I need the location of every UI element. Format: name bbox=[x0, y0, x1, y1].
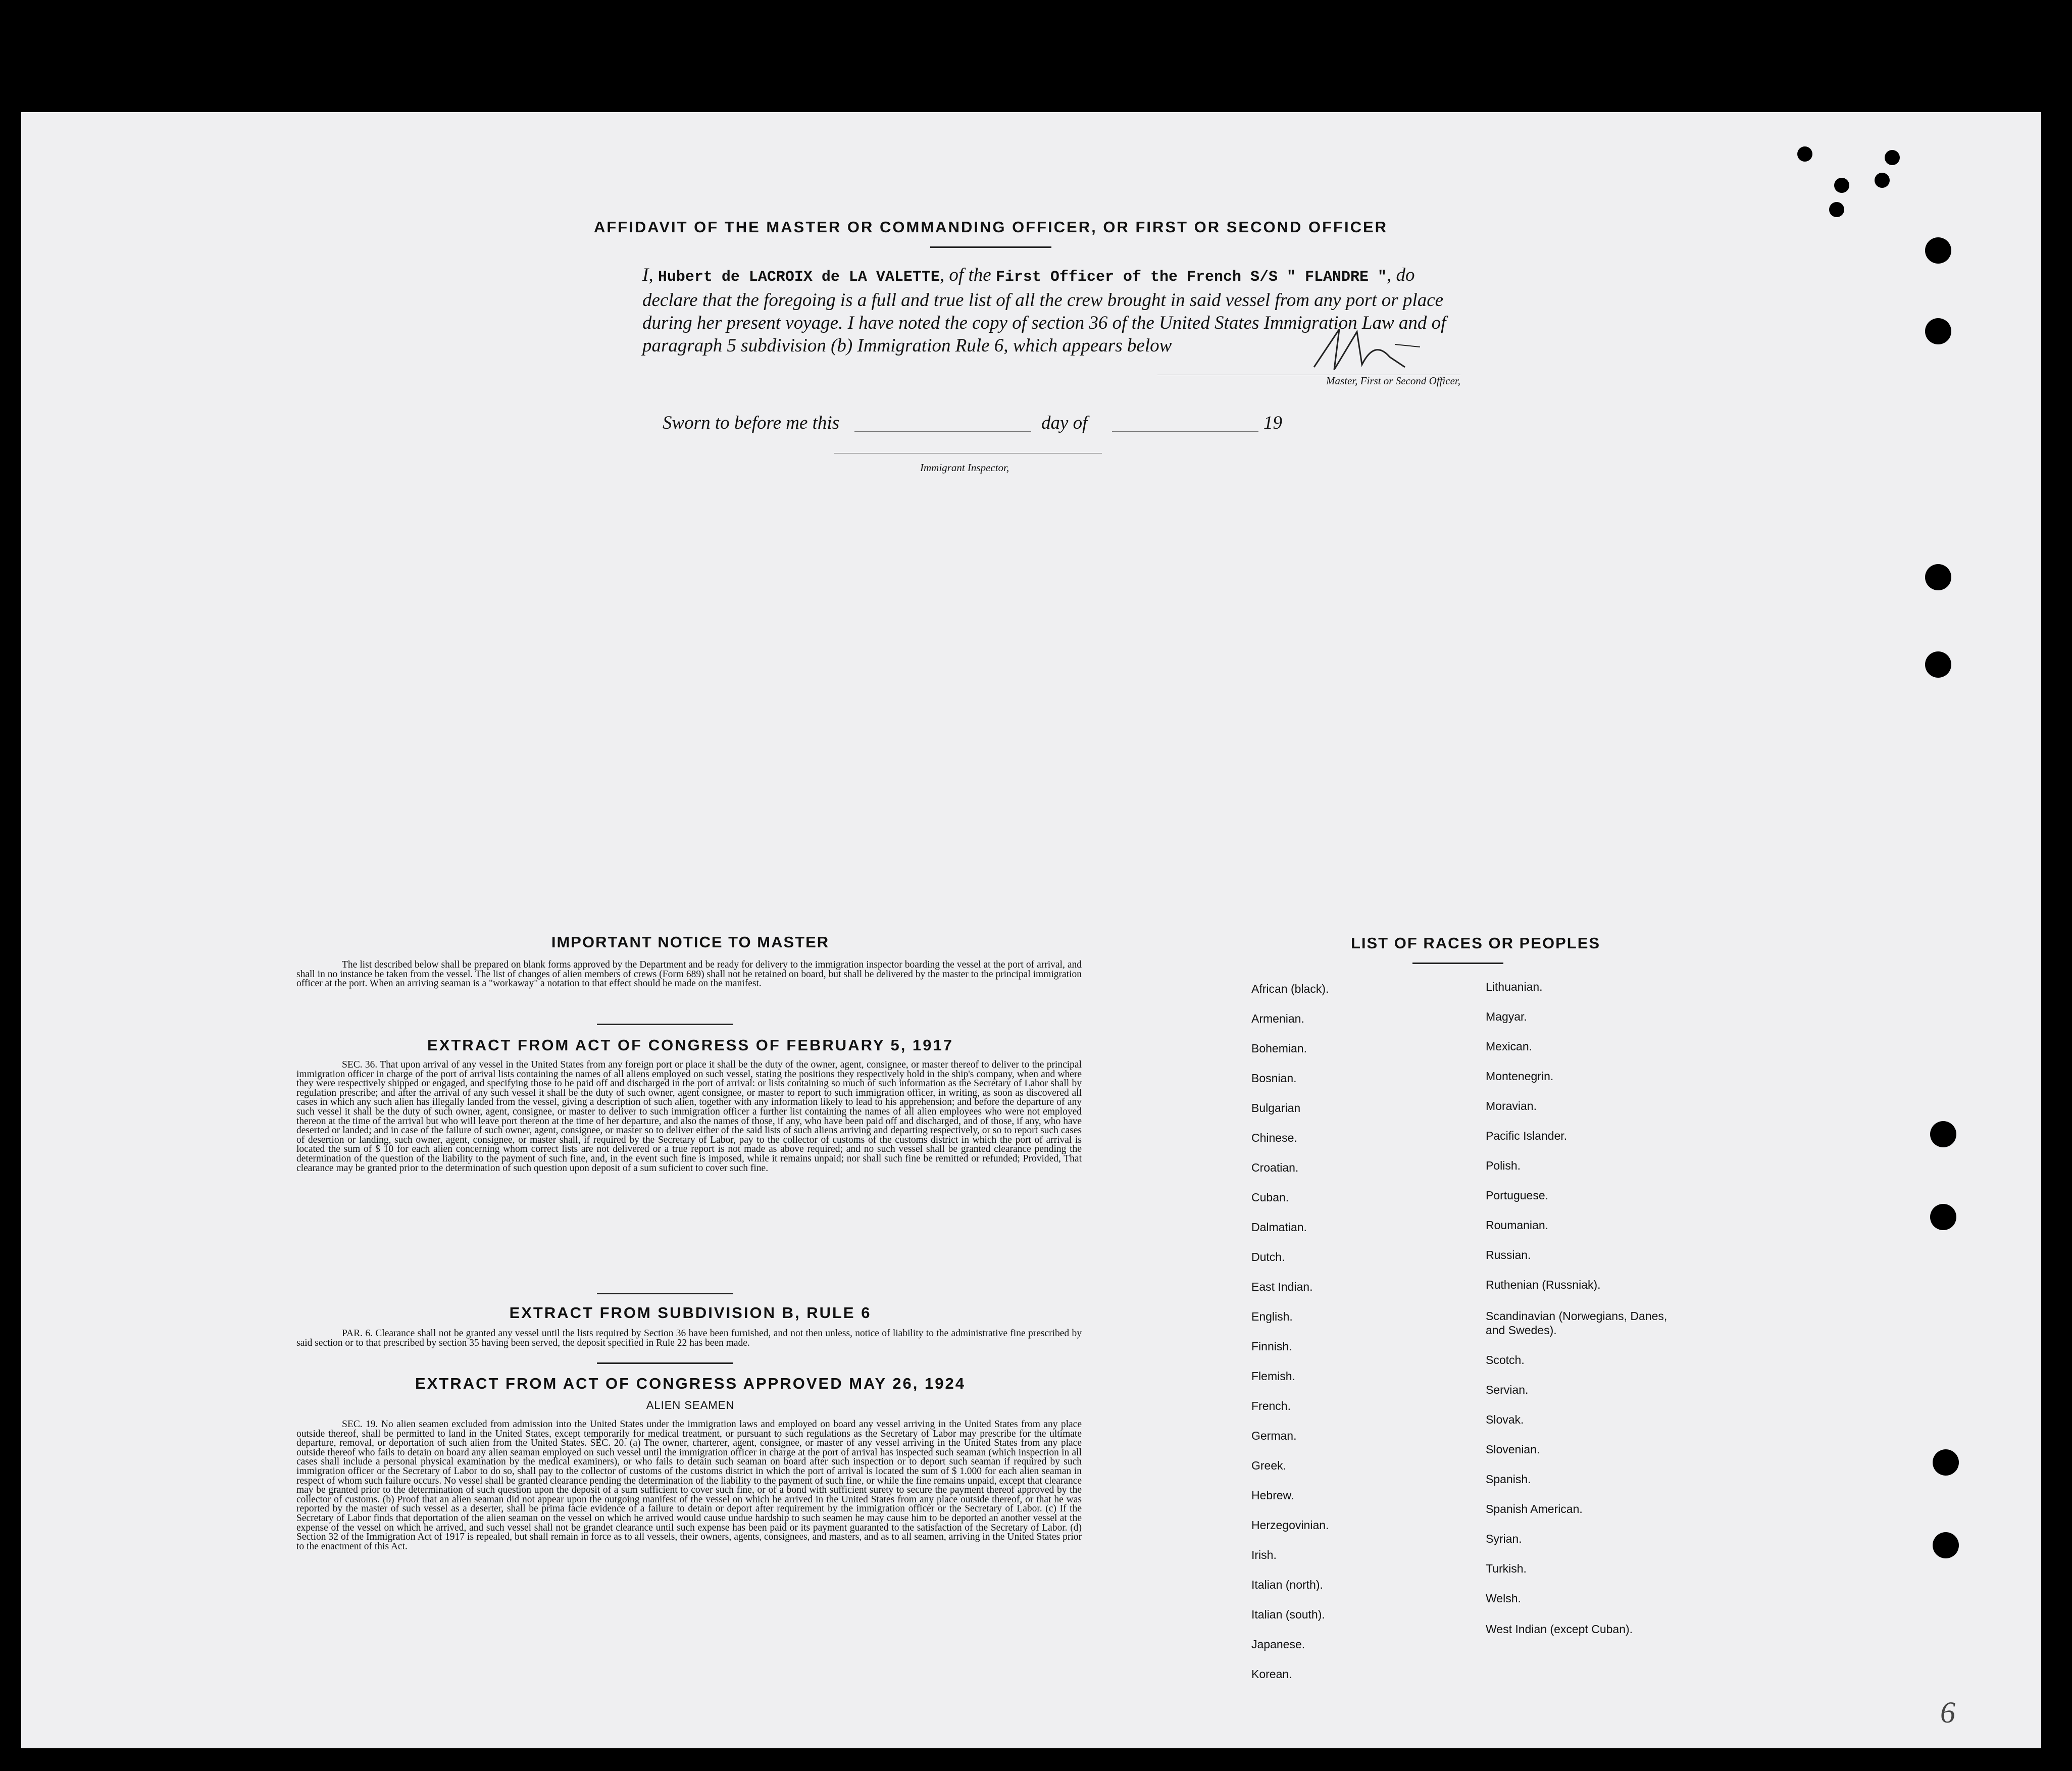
race-item: Moravian. bbox=[1486, 1099, 1537, 1112]
race-item: Roumanian. bbox=[1486, 1219, 1549, 1232]
declaration-text: , do declare that the foregoing is a full and true list of all the crew brought in said vessel from any port or place during her present voyage. I have noted the copy of section 36 of the United States Immigration Law and of paragraph 5 subdivision (b) Immigration Rule 6, which appears below bbox=[642, 265, 1446, 356]
rule-6-divider bbox=[597, 1362, 733, 1364]
corner-page-mark: 6 bbox=[1940, 1696, 1955, 1729]
punch-hole bbox=[1925, 564, 1951, 590]
race-item: Mexican. bbox=[1486, 1040, 1533, 1053]
rule-6-body: PAR. 6. Clearance shall not be granted any vessel until the lists required by Section 36 have been furnished, and not then unless, notice of liability to the administrative fine prescribed by said section or to that prescribed by section 35 having been served, the deposit specified in Rule 22 has been made. bbox=[296, 1328, 1082, 1348]
race-item: Spanish. bbox=[1486, 1473, 1531, 1486]
races-divider bbox=[1412, 963, 1503, 964]
race-item: Flemish. bbox=[1251, 1370, 1295, 1383]
race-item: Greek. bbox=[1251, 1459, 1287, 1472]
punch-hole bbox=[1933, 1449, 1959, 1476]
sworn-month-line bbox=[1112, 431, 1258, 432]
sworn-date-line bbox=[854, 431, 1031, 432]
race-item: Slovak. bbox=[1486, 1413, 1524, 1426]
race-item: Korean. bbox=[1251, 1667, 1292, 1681]
race-item: West Indian (except Cuban). bbox=[1486, 1623, 1633, 1636]
race-item: Polish. bbox=[1486, 1159, 1521, 1172]
title-underline bbox=[930, 246, 1051, 248]
race-item: Herzegovinian. bbox=[1251, 1519, 1329, 1532]
race-item: Italian (north). bbox=[1251, 1578, 1323, 1591]
race-item: Irish. bbox=[1251, 1548, 1277, 1561]
race-item: Dutch. bbox=[1251, 1250, 1285, 1263]
punch-hole bbox=[1875, 173, 1890, 188]
punch-hole bbox=[1930, 1121, 1956, 1147]
rule-6-heading: EXTRACT FROM SUBDIVISION B, RULE 6 bbox=[509, 1304, 872, 1322]
act-1924-subheading: ALIEN SEAMEN bbox=[646, 1399, 735, 1411]
declaration-of-the: , of the bbox=[939, 265, 991, 285]
punch-hole bbox=[1834, 178, 1849, 193]
signature-caption: Master, First or Second Officer, bbox=[1326, 375, 1460, 387]
race-item: Turkish. bbox=[1486, 1562, 1527, 1575]
officer-position: First Officer of the French S/S " FLANDRE " bbox=[995, 269, 1387, 286]
race-item: Montenegrin. bbox=[1486, 1070, 1554, 1083]
inspector-caption: Immigrant Inspector, bbox=[920, 462, 1009, 474]
race-item: Hebrew. bbox=[1251, 1489, 1294, 1502]
race-item: African (black). bbox=[1251, 982, 1329, 995]
race-item: Lithuanian. bbox=[1486, 980, 1543, 993]
punch-hole bbox=[1829, 202, 1844, 217]
notice-body: The list described below shall be prepared on blank forms approved by the Department and be ready for delivery to the immigration inspector boarding the vessel at the port of arrival, and shall in no instance be taken from the vessel. The list of changes of alien members of crews (Form 689) shall not be retained on board, but shall be delivered by the master to the principal immigration officer at the port. When an arriving seaman is a "workaway" a notation to that effect should be made on the manifest. bbox=[296, 959, 1082, 989]
race-item: English. bbox=[1251, 1310, 1293, 1323]
act-1924-heading: EXTRACT FROM ACT OF CONGRESS APPROVED MAY 26, 1924 bbox=[415, 1375, 966, 1392]
sworn-day-label: day of bbox=[1041, 413, 1088, 433]
race-item: Croatian. bbox=[1251, 1161, 1299, 1174]
race-item: Spanish American. bbox=[1486, 1502, 1583, 1515]
race-item: Scandinavian (Norwegians, Danes, and Swedes). bbox=[1486, 1309, 1667, 1337]
punch-hole bbox=[1925, 651, 1951, 678]
sworn-year-label: 19 bbox=[1264, 413, 1282, 433]
punch-hole bbox=[1933, 1532, 1959, 1558]
act-1917-body: SEC. 36. That upon arrival of any vessel in the United States from any foreign port or place it shall be the duty of the owner, agent, consignee, or master thereof to deliver to the principal immigration officer in charge of the port of arrival lists containing the names of all aliens employed on such vessel, stating the positions they respectively hold in the ship's company, when and where they were respectively shipped or engaged, and specifying those to be paid off and discharged in the port of arrival: or lists containing so much of such information as the Secretary of Labor shall by regulation prescribe; and after the arrival of any such vessel it shall be the duty of such owner, agent consignee, or master to report to such immigration officer, in writing, as soon as discovered all cases in which any such alien has illegally landed from the vessel, giving a description of such alien, together with any information likely to lead to his apprehension; and before the departure of any such vessel it shall be the duty of such owner, agent, consignee, or master to deliver to such immigration officer a further list containing the names of all alien employees who were not employed thereon at the time of the arrival but who will leave port thereon at the time of her departure, and also the names of those, if any, who have been paid off and discharged, and of those, if any, who have deserted or landed; and in case of the failure of such owner, agent, consignee, or master so to deliver either of the said lists of such aliens arriving and departing respectively, or so to report such cases of desertion or landing, such owner, agent, consignee, or master shall, if required by the Secretary of Labor, pay to the collector of customs of the customs district in which the port of arrival is located the sum of $ 10 for each alien concerning whom correct lists are not delivered or a true report is not made as above required; and no such vessel shall be granted clearance pending the determination of the question of the liability to the payment of such fine, and, in the event such fine is imposed, while it remains unpaid; nor shall such fine be remitted or refunded; Provided, That clearance may be granted prior to the determination of such question upon deposit of a sum suficient to cover such fine. bbox=[296, 1059, 1082, 1174]
race-item: Ruthenian (Russniak). bbox=[1486, 1278, 1601, 1291]
race-item: Scotch. bbox=[1486, 1353, 1525, 1367]
race-item: Finnish. bbox=[1251, 1340, 1292, 1353]
sworn-prefix: Sworn to before me this bbox=[663, 413, 840, 433]
punch-hole bbox=[1925, 318, 1951, 344]
race-item: Servian. bbox=[1486, 1383, 1529, 1396]
race-item: Japanese. bbox=[1251, 1638, 1305, 1651]
race-item: Welsh. bbox=[1486, 1592, 1521, 1605]
race-item: Russian. bbox=[1486, 1248, 1531, 1261]
race-item: Armenian. bbox=[1251, 1012, 1304, 1025]
act-1917-divider bbox=[597, 1293, 733, 1294]
race-item: Dalmatian. bbox=[1251, 1221, 1307, 1234]
officer-signature bbox=[1304, 319, 1435, 380]
race-item: Syrian. bbox=[1486, 1532, 1522, 1545]
race-item: French. bbox=[1251, 1399, 1291, 1412]
race-item: Slovenian. bbox=[1486, 1443, 1540, 1456]
race-item: Portuguese. bbox=[1486, 1189, 1549, 1202]
race-item: East Indian. bbox=[1251, 1280, 1313, 1293]
act-1917-heading: EXTRACT FROM ACT OF CONGRESS OF FEBRUARY 5, 1917 bbox=[427, 1036, 953, 1054]
declaration-i: I, bbox=[642, 265, 653, 285]
race-item: Bosnian. bbox=[1251, 1072, 1297, 1085]
race-item: Cuban. bbox=[1251, 1191, 1289, 1204]
act-1924-body: SEC. 19. No alien seamen excluded from admission into the United States under the immigration laws and employed on board any vessel arriving in the United States from any place outside thereof, shall be permitted to land in the United States, except temporarily for medical treatment, or pursuant to such regulations as the Secretary of Labor may prescribe for the ultimate departure, removal, or deportation of such alien from the United States. SEC. 20. (a) The owner, charterer, agent, consignee, or master of any vessel arriving in the United States from any place outside thereof who fails to detain on board any alien seaman employed on such vessel until the immigration officer in charge at the port of arrival has inspected such seaman (which inspection in all cases shall include a personal physical examination by the medical examiners), or who fails to detain such seaman on board after such inspection or to deport such seaman if required by such immigration officer or the Secretary of Labor to do so, shall pay to the collector of customs of the customs district in which the port of arrival is located the sum of $ 1.000 for each alien seaman in respect of whom such failure occurs. No vessel shall be granted clearance pending the determination of the liability to the payment of such fine, or while the fine remains unpaid, except that clearance may be granted prior to the determination of such question upon the deposit of a sum sufficient to cover such fine, or of a bond with sufficient surety to secure the payment thereof approved by the collector of customs. (b) Proof that an alien seaman did not appear upon the outgoing manifest of the vessel on which he arrived in the United States from any place outside thereof, or that he was reported by the master of such vessel as a deserter, shall be prima facie evidence of a failure to detain or deport after requirement by the immigration officer or the Secretary of Labor. (c) If the Secretary of Labor finds that deportation of the alien seaman on the vessel on which he arrived would cause undue hardship to such seamen he may cause him to be deported an another vessel at the expense of the vessel on which he arrived, and such vessel shall not be grandet clearance until such expense has been paid or its payment guaranted to the satisfaction of the Secretary of Labor. (d) Section 32 of the Immigration Act of 1917 is repealed, but shall remain in force as to all vessels, their owners, agents, consignees, and masters, and as to all seamen, arriving in the United States prior to the enactment of this Act. bbox=[296, 1419, 1082, 1552]
punch-hole bbox=[1930, 1204, 1956, 1230]
race-item: Chinese. bbox=[1251, 1131, 1297, 1144]
punch-hole bbox=[1925, 237, 1951, 264]
race-item: Pacific Islander. bbox=[1486, 1129, 1568, 1142]
race-item: Magyar. bbox=[1486, 1010, 1527, 1023]
punch-hole bbox=[1797, 146, 1812, 162]
officer-name: Hubert de LACROIX de LA VALETTE bbox=[658, 269, 940, 286]
race-item: German. bbox=[1251, 1429, 1297, 1442]
race-item: Bohemian. bbox=[1251, 1042, 1307, 1055]
notice-title: IMPORTANT NOTICE TO MASTER bbox=[551, 933, 830, 951]
race-item: Italian (south). bbox=[1251, 1608, 1325, 1621]
races-title: LIST OF RACES OR PEOPLES bbox=[1350, 934, 1601, 952]
punch-hole bbox=[1885, 150, 1900, 165]
notice-divider bbox=[597, 1024, 733, 1025]
affidavit-title: AFFIDAVIT OF THE MASTER OR COMMANDING OFFICER, OR FIRST OR SECOND OFFICER bbox=[593, 218, 1388, 236]
manifest-page bbox=[21, 112, 2041, 1748]
race-item: Bulgarian bbox=[1251, 1101, 1301, 1115]
